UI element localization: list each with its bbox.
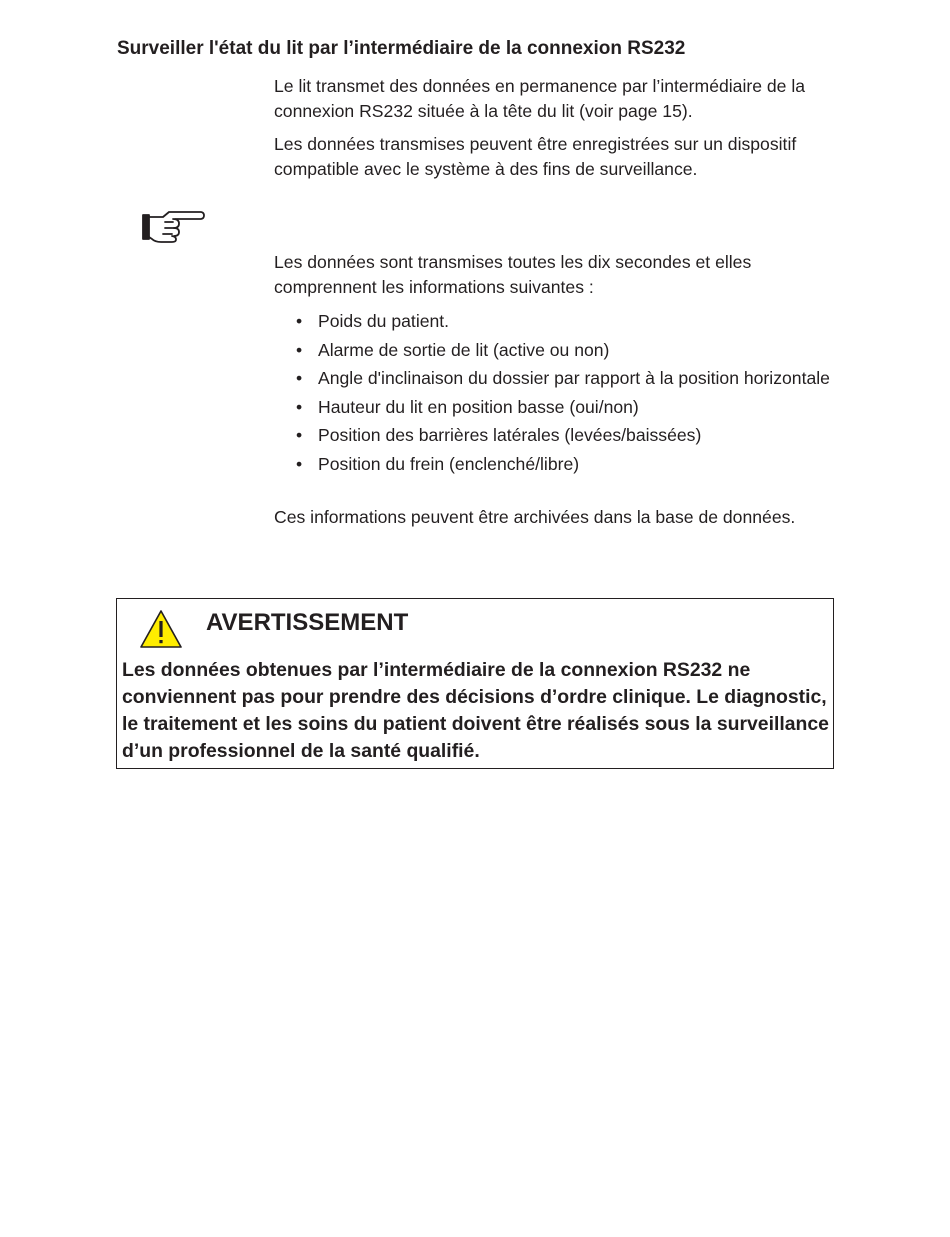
list-item: • Poids du patient. — [296, 309, 856, 334]
bullet-icon: • — [296, 311, 303, 331]
closing-paragraph: Ces informations peuvent être archivées dans la base de données. — [274, 507, 796, 527]
list-item: • Alarme de sortie de lit (active ou non) — [296, 338, 856, 363]
warning-title: AVERTISSEMENT — [206, 609, 409, 636]
pointing-hand-icon — [141, 208, 205, 244]
warning-text: Les données obtenues par l’intermédiaire de la connexion RS232 ne conviennent pas pour prendre des décisions d’ordre clinique. Le diagnostic, le traitement et les soins du patient doivent être réalisés sous la surveillance d’un professionnel de la santé qualifié. — [122, 659, 829, 762]
warning-triangle-icon — [139, 609, 183, 649]
section-title: Surveiller l'état du lit par l’intermédiaire de la connexion RS232 — [117, 38, 686, 59]
bullet-icon: • — [296, 339, 303, 360]
bullet-icon: • — [296, 425, 303, 445]
bullet-icon: • — [296, 368, 303, 388]
list-item: • Angle d'inclinaison du dossier par rapport à la position horizontale — [296, 366, 856, 391]
list-item: • Position des barrières latérales (levées/baissées) — [296, 423, 856, 448]
bullet-icon: • — [296, 396, 303, 417]
list-item: • Position du frein (enclenché/libre) — [296, 452, 856, 477]
bullet-icon: • — [296, 453, 303, 474]
list-item: • Hauteur du lit en position basse (oui/non) — [296, 395, 856, 420]
warning-box — [116, 598, 834, 769]
data-intro-paragraph: Les données sont transmises toutes les dix secondes et elles comprennent les informations suivantes : — [274, 252, 752, 297]
intro-paragraph-1: Le lit transmet des données en permanence par l’intermédiaire de la connexion RS232 située à la tête du lit (voir page 15). — [274, 76, 806, 121]
data-items-list — [296, 309, 856, 480]
intro-paragraph-2: Les données transmises peuvent être enregistrées sur un dispositif compatible avec le système à des fins de surveillance. — [274, 134, 797, 179]
